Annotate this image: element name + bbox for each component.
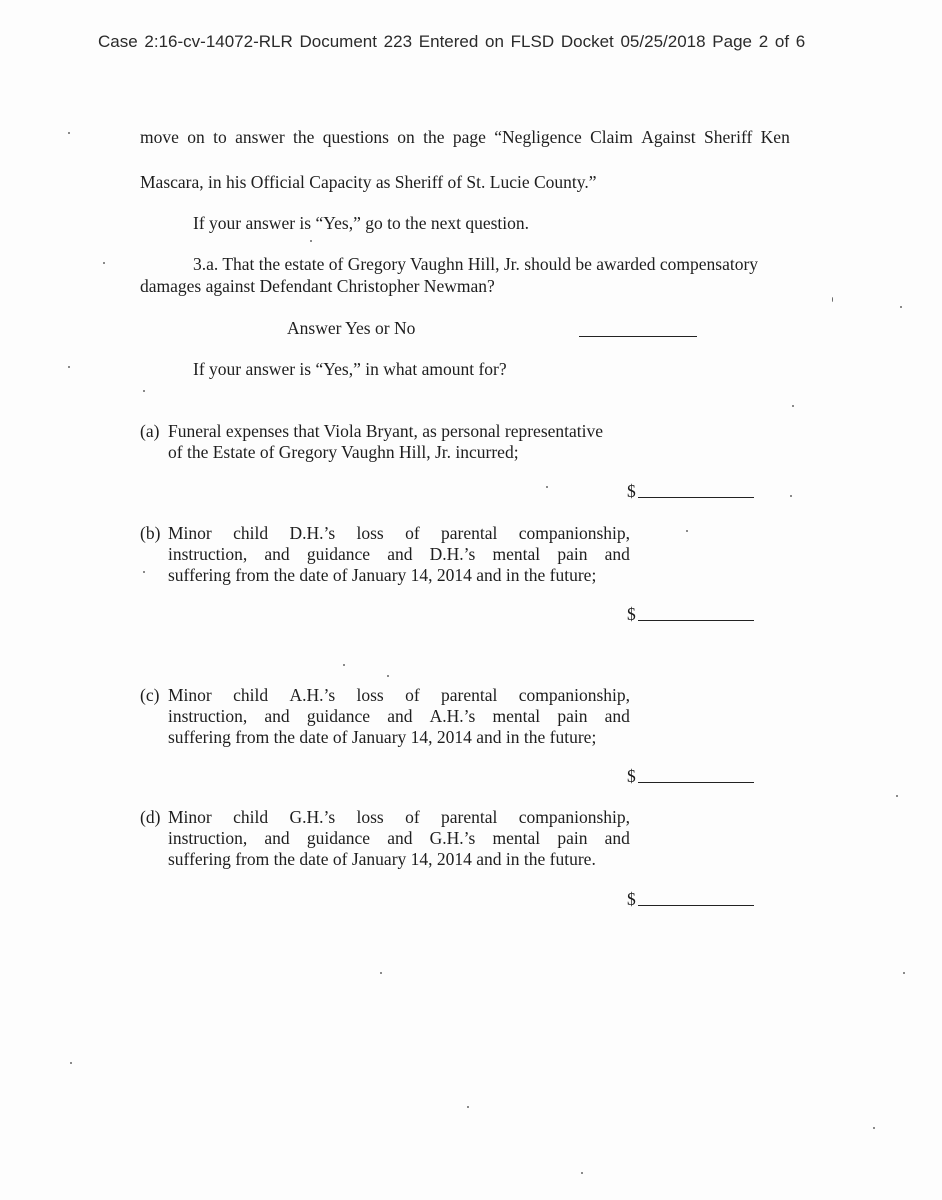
item-c-line-3: suffering from the date of January 14, 2014 and in the future; (168, 727, 597, 747)
item-c-amount-line[interactable] (638, 782, 754, 783)
scan-speck (143, 390, 145, 392)
scan-speck (896, 795, 898, 797)
item-d-dollar-sign: $ (627, 889, 636, 909)
question-line-2: damages against Defendant Christopher Newman? (140, 276, 495, 296)
item-c-line-1-wrap (168, 685, 630, 706)
scan-speck (467, 1106, 469, 1108)
item-a-label: (a) (140, 421, 160, 441)
scan-speck (581, 1172, 583, 1174)
item-c-line-2-wrap (168, 706, 630, 727)
docket-header: Case 2:16-cv-14072-RLR Document 223 Entered on FLSD Docket 05/25/2018 Page 2 of 6 (98, 32, 806, 51)
item-b-line-2: instruction, and guidance and D.H.’s mental pain and (168, 544, 630, 564)
answer-blank-line[interactable] (579, 336, 697, 337)
item-c-label: (c) (140, 685, 160, 705)
item-b-line-2-wrap (168, 544, 630, 565)
yes-next-instruction: If your answer is “Yes,” go to the next question. (193, 213, 530, 233)
item-b-label: (b) (140, 523, 161, 543)
scan-speck (68, 132, 70, 134)
scan-speck (343, 664, 345, 666)
answer-label: Answer Yes or No (287, 318, 416, 338)
item-c-line-1: Minor child A.H.’s loss of parental companionship, (168, 685, 630, 705)
scan-speck (310, 240, 312, 242)
item-d-line-2-wrap (168, 828, 630, 849)
scan-speck (70, 1062, 72, 1064)
scan-speck (903, 972, 905, 974)
item-d-line-2: instruction, and guidance and G.H.’s mental pain and (168, 828, 630, 848)
scan-speck (387, 675, 389, 677)
item-d-line-3: suffering from the date of January 14, 2014 and in the future. (168, 849, 596, 869)
intro-line-2: Mascara, in his Official Capacity as Sheriff of St. Lucie County.” (140, 172, 597, 192)
scan-speck (380, 972, 382, 974)
scan-speck (546, 486, 548, 488)
item-b-line-3: suffering from the date of January 14, 2014 and in the future; (168, 565, 597, 585)
scan-speck (832, 297, 833, 302)
scan-speck (686, 530, 688, 532)
scan-speck (103, 262, 105, 264)
scan-speck (68, 366, 70, 368)
scan-speck (790, 495, 792, 497)
intro-line-1: move on to answer the questions on the page “Negligence Claim Against Sheriff Ken (140, 127, 790, 147)
item-d-label: (d) (140, 807, 161, 827)
scan-speck (143, 571, 145, 573)
item-b-dollar-sign: $ (627, 604, 636, 624)
item-a-dollar-sign: $ (627, 481, 636, 501)
item-a-amount-line[interactable] (638, 497, 754, 498)
amount-prompt: If your answer is “Yes,” in what amount for? (193, 359, 507, 379)
scan-speck (873, 1127, 875, 1129)
item-b-amount-line[interactable] (638, 620, 754, 621)
scan-speck (900, 306, 902, 308)
question-line-1: 3.a. That the estate of Gregory Vaughn Hill, Jr. should be awarded compensatory (193, 254, 759, 274)
item-c-line-2: instruction, and guidance and A.H.’s mental pain and (168, 706, 630, 726)
item-d-line-1: Minor child G.H.’s loss of parental companionship, (168, 807, 630, 827)
item-a-line-2: of the Estate of Gregory Vaughn Hill, Jr. incurred; (168, 442, 519, 462)
scan-speck (792, 405, 794, 407)
item-c-dollar-sign: $ (627, 766, 636, 786)
item-b-line-1: Minor child D.H.’s loss of parental companionship, (168, 523, 630, 543)
item-d-line-1-wrap (168, 807, 630, 828)
item-b-line-1-wrap (168, 523, 630, 544)
item-d-amount-line[interactable] (638, 905, 754, 906)
item-a-line-1: Funeral expenses that Viola Bryant, as personal representative (168, 421, 604, 441)
